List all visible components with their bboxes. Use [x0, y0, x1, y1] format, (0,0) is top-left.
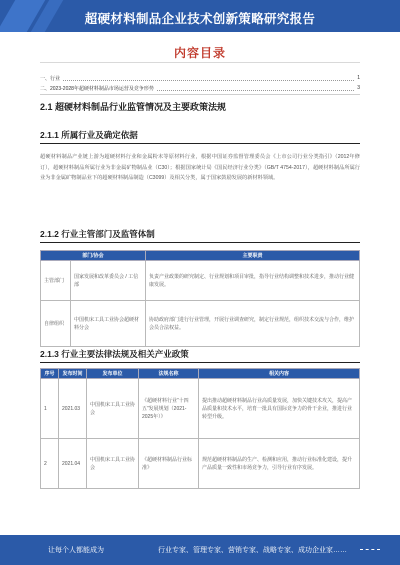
table-header: 主要职责	[146, 251, 360, 261]
table-header: 相关内容	[199, 369, 360, 379]
table-cell: 1	[41, 379, 59, 439]
table-cell: 协助政府部门进行行业管理，开展行业调查研究，制定行业规范，组织技术交流与合作，维护会员合法权益。	[146, 301, 360, 347]
table-cell: 中国机床工具工业协会	[87, 439, 139, 489]
policy-table	[40, 368, 360, 489]
footer-slogan-left: 让每个人都能成为	[48, 547, 104, 554]
divider	[40, 94, 360, 95]
table-cell: 2021.03	[59, 379, 87, 439]
header-banner	[0, 0, 400, 32]
subsection-heading: 2.1.3 行业主要法律法规及相关产业政策	[40, 349, 189, 359]
divider	[40, 62, 360, 63]
toc-item-page: 3	[357, 85, 360, 91]
table-row	[41, 301, 360, 347]
table-cell: 《超硬材料行业“十四五”发展规划（2021-2025年）》	[139, 379, 199, 439]
table-header-row	[41, 251, 360, 261]
table-row	[41, 379, 360, 439]
divider	[40, 242, 360, 243]
toc-title: 内容目录	[173, 46, 226, 60]
table-header: 发布时间	[59, 369, 87, 379]
footer-slogan-right: 行业专家、管理专家、营销专家、战略专家、成功企业家……	[158, 547, 347, 554]
toc-item[interactable]	[40, 75, 360, 82]
table-row	[41, 439, 360, 489]
table-cell: 国家发展和改革委员会 / 工信部	[71, 261, 146, 301]
table-cell: 2021.04	[59, 439, 87, 489]
subsection-heading: 2.1.1 所属行业及确定依据	[40, 130, 138, 140]
table-cell: 主管部门	[41, 261, 71, 301]
table-cell: 提出推动超硬材料制品行业高质量发展，加快关键技术攻关，提高产品质量和技术水平，培育一批具有国际竞争力的骨干企业，推进行业转型升级。	[199, 379, 360, 439]
table-cell: 《超硬材料制品行业标准》	[139, 439, 199, 489]
toc-item-label: 二、2023-2028年超硬材料制品市场运营及竞争形势	[40, 86, 154, 92]
toc-item-label: 一、行业	[40, 76, 61, 82]
table-cell: 中国机床工具工业协会超硬材料分会	[71, 301, 146, 347]
paragraph: 超硬材料制品产业链上游为超硬材料行业和金属粉末等原材料行业，根据中国证券监督管理委员会《上市公司行业分类指引》（2012年修订），超硬材料制品所属行业为非金属矿物制品业（C30）；根据国家统计局《国民经济行业分类》（GB/T 4754-2017），超硬材料制品所属行业为非金属矿物制品业下的超硬材料制品制造（C3099）及相关分类，属于国家鼓励发展的新材料领域。	[40, 154, 360, 181]
table-cell: 规范超硬材料制品的生产、检测和应用，推动行业标准化建设，提升产品质量一致性和市场竞争力，引导行业有序发展。	[199, 439, 360, 489]
footer-banner	[0, 535, 400, 565]
toc-item-page: 1	[357, 75, 360, 81]
table-header-row	[41, 369, 360, 379]
footer-dash	[360, 549, 380, 550]
toc-item[interactable]	[40, 85, 360, 92]
regulator-table	[40, 250, 360, 347]
table-cell: 负责产业政策的研究制定、行业规划和项目审批，指导行业结构调整和技术进步，推动行业健康发展。	[146, 261, 360, 301]
table-cell: 自律组织	[41, 301, 71, 347]
table-row	[41, 261, 360, 301]
table-header: 部门/协会	[41, 251, 146, 261]
table-cell: 中国机床工具工业协会	[87, 379, 139, 439]
table-header: 发布单位	[87, 369, 139, 379]
table-cell: 2	[41, 439, 59, 489]
subsection-heading: 2.1.2 行业主管部门及监管体制	[40, 229, 155, 239]
divider	[40, 362, 360, 363]
divider	[40, 143, 360, 144]
table-header: 法规名称	[139, 369, 199, 379]
table-header: 序号	[41, 369, 59, 379]
section-heading: 2.1 超硬材料制品行业监管情况及主要政策法规	[40, 102, 227, 112]
report-title: 超硬材料制品企业技术创新策略研究报告	[84, 12, 316, 26]
